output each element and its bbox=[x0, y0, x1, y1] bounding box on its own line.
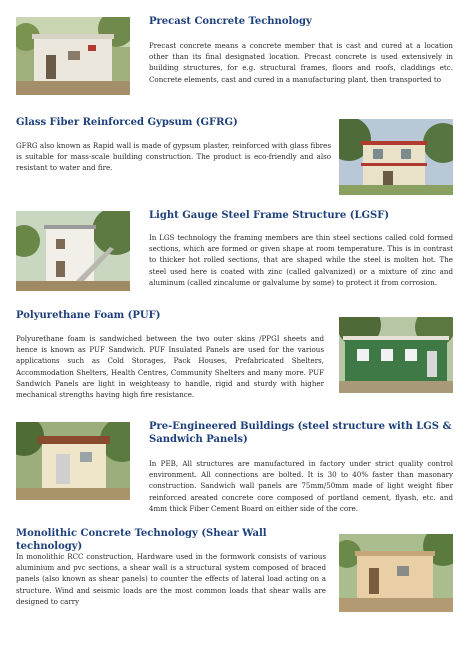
lgsf-building-photo bbox=[16, 211, 130, 291]
puf-title: Polyurethane Foam (PUF) bbox=[16, 310, 161, 321]
monolithic-title: Monolithic Concrete Technology (Shear Wall technology) bbox=[16, 528, 267, 552]
peb-title: Pre-Engineered Buildings (steel structure with LGS & Sandwich Panels) bbox=[149, 421, 452, 445]
puf-body: Polyurethane foam is sandwiched between the two outer skins /PPGI sheets and hence is known as PUF Sandwich. PUF Insulated Panels are used for the various applications such as Cold Storages, Pack Houses, Prefabricated Shelters, Accommodation Shelters, Health Centres, Community Shelters and many more. PUF Sandwich Panels are light in weighteasy to handle, rigid and sturdy with higher mechanical strengths having high fire resistance. bbox=[16, 334, 324, 400]
peb-building-photo bbox=[16, 422, 130, 500]
precast-body: Precast concrete means a concrete member that is cast and cured at a location other than its final designated location. Precast concrete is used extensively in building structures, for e.g. structural frames, floors and roofs, claddings etc. Concrete elements, cast and cured in a manufacturing plant, then transported to bbox=[149, 41, 453, 84]
monolithic-building-photo bbox=[339, 534, 453, 612]
puf-building-photo bbox=[339, 317, 453, 393]
gfrg-body: GFRG also known as Rapid wall is made of gypsum plaster, reinforced with glass fibres is suitable for mass-scale building construction. The product is eco-friendly and also resistant to water and fire. bbox=[16, 141, 331, 173]
precast-title: Precast Concrete Technology bbox=[149, 16, 312, 27]
precast-building-photo bbox=[16, 17, 130, 95]
lgsf-title: Light Gauge Steel Frame Structure (LGSF) bbox=[149, 210, 390, 221]
monolithic-body: In monolithic RCC construction, Hardware used in the formwork consists of various aluminium and pvc sections, a shear wall is a structural system composed of braced panels (also known as shear panels) to counter the effects of lateral load acting on a structure. Wind and seismic loads are the most common loads that shear walls are designed to carry bbox=[16, 552, 326, 606]
gfrg-building-photo bbox=[339, 119, 453, 195]
lgsf-body: In LGS technology the framing members are thin steel sections called cold formed sections, which are formed or given shape at room temperature. This is in contrast to thicker hot rolled sections, that are shaped while the steel is molten hot. The steel used here is coated with zinc (called galvanized) or a mixture of zinc and aluminum (called zincalume or galvalume by some) to protect it from corrosion. bbox=[149, 233, 453, 287]
gfrg-title: Glass Fiber Reinforced Gypsum (GFRG) bbox=[16, 117, 238, 128]
peb-body: In PEB, All structures are manufactured in factory under strict quality control environment. All connections are bolted. It is 30 to 40% faster than masonary construction. Sandwich wall panels are 75mm/50mm made of light weight fiber reinforced areated concrete core composed of portland cement, flyash, etc. and 4mm thick Fiber Cement Board on either side of the core. bbox=[149, 459, 453, 513]
